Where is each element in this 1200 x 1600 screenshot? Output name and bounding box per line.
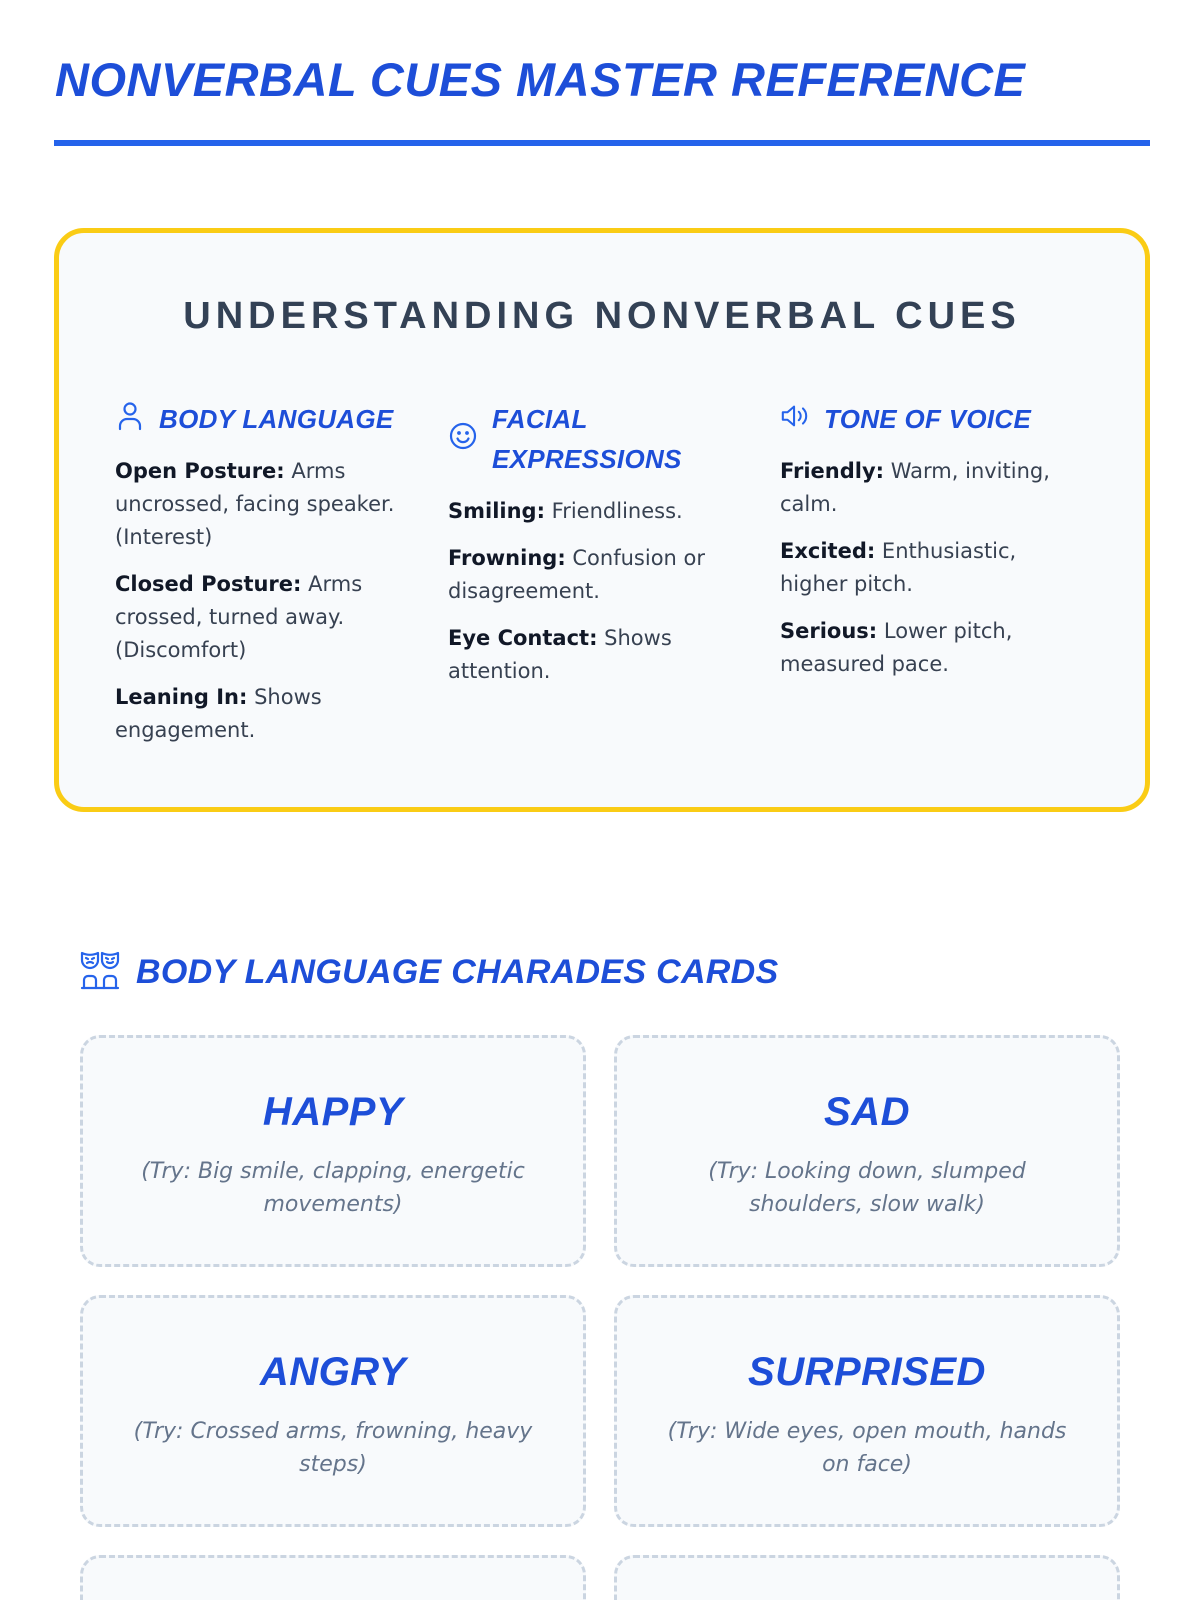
cue-item	[780, 455, 1080, 521]
cue-item	[780, 615, 1080, 681]
cue-desc: Arms crossed, turned away. (Discomfort)	[115, 572, 363, 662]
cue-term: Closed Posture:	[115, 572, 302, 596]
cue-term: Eye Contact:	[448, 626, 598, 650]
cue-desc: Shows engagement.	[115, 685, 322, 742]
cue-desc: Lower pitch, measured pace.	[780, 619, 1013, 676]
card-hint: (Try: Crossed arms, frowning, heavy steps)	[133, 1419, 533, 1477]
speaker-volume-icon	[780, 401, 810, 431]
card-word: SAD	[824, 1090, 910, 1134]
title-divider	[54, 140, 1150, 146]
cue-desc: Enthusiastic, higher pitch.	[780, 539, 1017, 596]
card-hint: (Try: Wide eyes, open mouth, hands on face)	[667, 1419, 1067, 1477]
charades-card[interactable]	[614, 1555, 1120, 1600]
cue-term: Excited:	[780, 539, 876, 563]
body-language-label: BODY LANGUAGE	[159, 404, 394, 434]
cue-desc: Friendliness.	[544, 499, 683, 523]
card-hint: (Try: Looking down, slumped shoulders, slow walk)	[708, 1159, 1026, 1217]
charades-card[interactable]	[80, 1295, 586, 1527]
cue-term: Leaning In:	[115, 685, 248, 709]
card-word: HAPPY	[262, 1090, 404, 1134]
tone-of-voice-label: TONE OF VOICE	[824, 404, 1032, 434]
cue-item	[448, 622, 748, 688]
cue-item	[115, 455, 415, 554]
smiley-face-icon	[448, 421, 478, 451]
cue-desc: Shows attention.	[448, 626, 672, 683]
cue-desc: Warm, inviting, calm.	[780, 459, 1050, 516]
tone-of-voice-column	[780, 399, 1080, 695]
cue-term: Serious:	[780, 619, 878, 643]
cue-desc: Confusion or disagreement.	[448, 546, 706, 603]
card-word: SURPRISED	[748, 1350, 986, 1394]
cue-term: Frowning:	[448, 546, 566, 570]
charades-title: BODY LANGUAGE CHARADES CARDS	[136, 952, 779, 991]
cue-term: Friendly:	[780, 459, 885, 483]
cue-desc: Arms uncrossed, facing speaker. (Interest)	[115, 459, 395, 549]
charades-card[interactable]	[614, 1035, 1120, 1267]
tone-of-voice-heading	[780, 399, 1080, 439]
cue-item	[115, 568, 415, 667]
body-language-heading	[115, 399, 415, 439]
charades-card[interactable]	[80, 1035, 586, 1267]
card-word: ANGRY	[259, 1350, 407, 1394]
cue-item	[448, 542, 748, 608]
charades-card[interactable]	[614, 1295, 1120, 1527]
understanding-title: UNDERSTANDING NONVERBAL CUES	[183, 295, 1021, 337]
cue-item	[780, 535, 1080, 601]
cue-term: Smiling:	[448, 499, 545, 523]
charades-card[interactable]	[80, 1555, 586, 1600]
understanding-panel	[54, 228, 1150, 812]
facial-expressions-column	[448, 399, 748, 702]
facial-expressions-label: FACIAL EXPRESSIONS	[492, 404, 682, 474]
facial-expressions-heading	[448, 399, 748, 479]
cue-term: Open Posture:	[115, 459, 285, 483]
cue-item	[115, 681, 415, 747]
cue-item	[448, 495, 748, 528]
card-hint: (Try: Big smile, clapping, energetic movements)	[141, 1159, 525, 1217]
person-icon	[115, 401, 145, 431]
theater-masks-icon	[80, 950, 120, 994]
charades-heading	[80, 950, 778, 994]
page-title: NONVERBAL CUES MASTER REFERENCE	[55, 53, 1026, 106]
body-language-column	[115, 399, 415, 761]
